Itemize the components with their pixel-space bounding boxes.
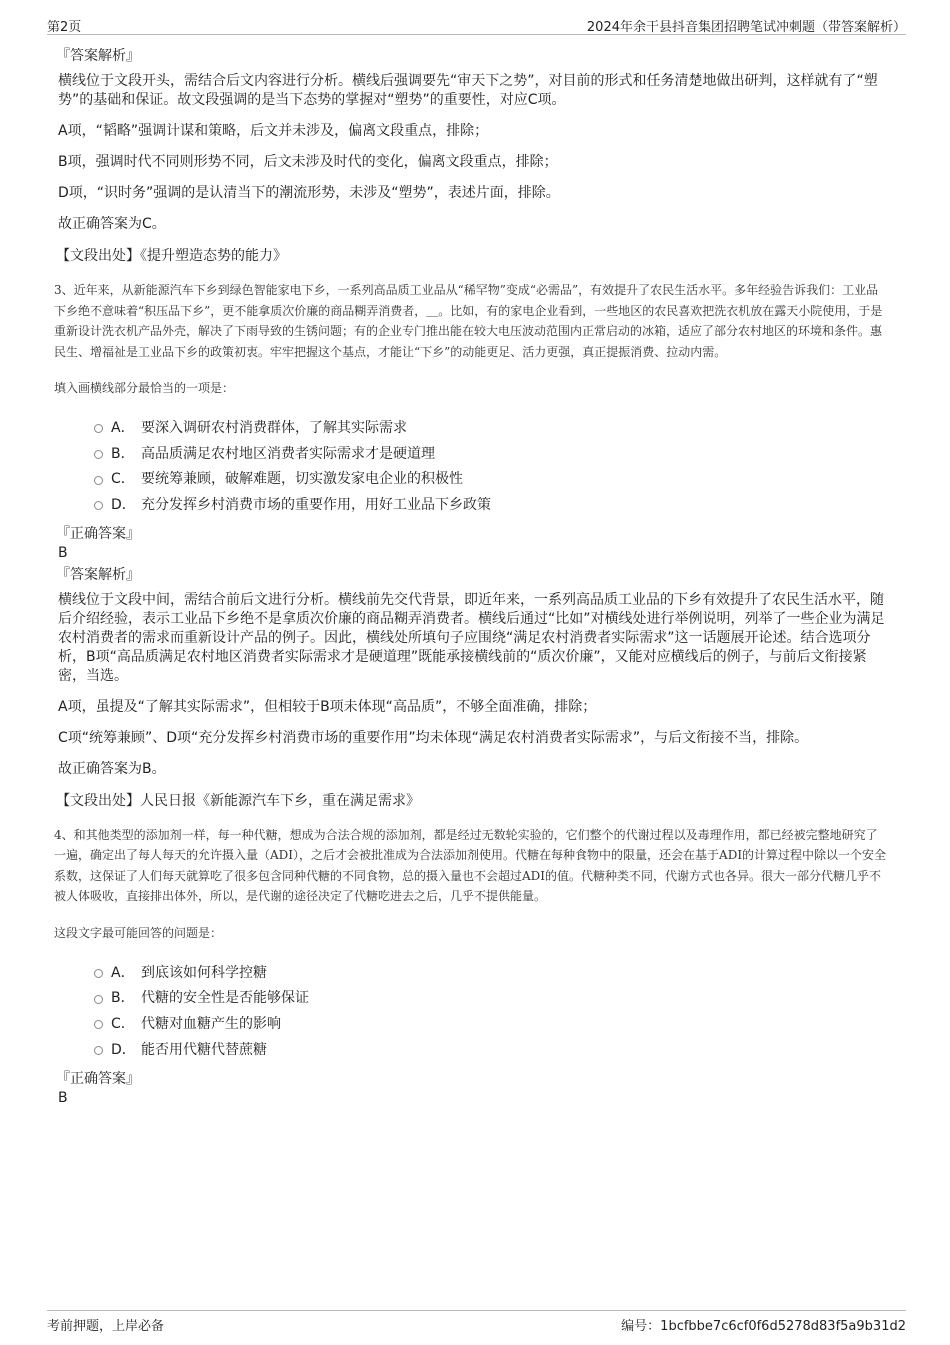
radio-button[interactable] [94,501,103,510]
footer-slogan: 考前押题，上岸必备 [47,1319,165,1334]
option-text: 能否用代糖代替蔗糖 [141,1041,267,1058]
page-footer [47,1310,906,1335]
page-header [47,14,906,35]
analysis-label: 『答案解析』 [56,566,140,583]
radio-button[interactable] [94,450,103,459]
passage-source: 【文段出处】人民日报《新能源汽车下乡，重在满足需求》 [56,792,420,809]
analysis-paragraph: 故正确答案为C。 [58,216,166,232]
option-d[interactable] [94,491,888,517]
option-letter: D． [111,496,136,513]
document-title: 2024年余干县抖音集团招聘笔试冲刺题（带答案解析） [586,20,906,35]
correct-answer-value: B [58,1089,68,1106]
question-3-prompt: 填入画横线部分最恰当的一项是： [54,381,235,395]
option-text: 到底该如何科学控糖 [141,964,267,981]
analysis-paragraph: B项，强调时代不同则形势不同，后文未涉及时代的变化，偏离文段重点，排除； [58,154,558,170]
analysis-paragraph: D项，“识时务”强调的是认清当下的潮流形势，未涉及“塑势”，表述片面，排除。 [58,185,560,201]
analysis-paragraph: 故正确答案为B。 [58,760,166,777]
page-number: 第2页 [47,20,82,35]
radio-button[interactable] [94,969,103,978]
radio-button[interactable] [94,476,103,485]
option-c[interactable] [94,1010,888,1036]
question-4-options [94,959,888,1062]
radio-button[interactable] [94,1046,103,1055]
option-letter: A． [111,964,135,981]
option-d[interactable] [94,1036,888,1062]
option-letter: C． [111,1015,135,1032]
analysis-paragraph: 横线位于文段开头，需结合后文内容进行分析。横线后强调要先“审天下之势”，对目前的形式和任务清楚地做出研判，这样就有了“塑势”的基础和保证。故文段强调的是当下态势的掌握对“塑势”的重要性，对应C项。 [58,73,878,108]
option-letter: A． [111,419,135,436]
option-letter: B． [111,445,135,462]
correct-answer-label: 『正确答案』 [56,525,140,542]
option-text: 要统筹兼顾，破解难题，切实激发家电企业的积极性 [141,471,463,488]
radio-button[interactable] [94,1020,103,1029]
analysis-paragraph: A项，“韬略”强调计谋和策略，后文并未涉及，偏离文段重点，排除； [58,123,489,139]
option-c[interactable] [94,465,888,491]
option-letter: C． [111,471,135,488]
option-b[interactable] [94,984,888,1010]
correct-answer-label: 『正确答案』 [56,1070,140,1087]
passage-source: 【文段出处】《提升塑造态势的能力》 [56,248,287,264]
option-text: 代糖的安全性是否能够保证 [141,990,309,1007]
option-a[interactable] [94,959,888,985]
code-value: 1bcfbbe7c6cf0f6d5278d83f5a9b31d2 [660,1319,906,1334]
document-content [56,46,888,1108]
option-letter: D． [111,1041,136,1058]
question-4-text: 4、和其他类型的添加剂一样，每一种代糖，想成为合法合规的添加剂，都是经过无数轮实验的，它们整个的代谢过程以及毒理作用，都已经被完整地研究了一遍，确定出了每人每天的允许摄入量（ADI），之后才会被批准成为合法添加剂使用。代糖在每种食物中的限量，还会在基于ADI的计算过程中除以一个安全系数，这保证了人们每天就算吃了很多包含同种代糖的不同食物，总的摄入量也不会超过ADI的值。代糖种类不同，代谢方式也各异。很大一部分代糖几乎不被人体吸收，直接排出体外，所以，是代谢的途径决定了代糖吃进去之后，几乎不提供能量。 [54,827,887,904]
analysis-label: 『答案解析』 [56,48,140,64]
option-text: 要深入调研农村消费群体，了解其实际需求 [141,419,407,436]
document-code [621,1315,906,1334]
correct-answer-value: B [58,544,68,561]
radio-button[interactable] [94,424,103,433]
option-a[interactable] [94,414,888,440]
code-label: 编号： [621,1319,661,1334]
radio-button[interactable] [94,995,103,1004]
analysis-paragraph: A项，虽提及“了解其实际需求”，但相较于B项未体现“高品质”，不够全面准确，排除； [58,698,597,715]
option-letter: B． [111,990,135,1007]
option-text: 充分发挥乡村消费市场的重要作用，用好工业品下乡政策 [141,496,491,513]
question-4-prompt: 这段文字最可能回答的问题是： [54,925,223,940]
option-b[interactable] [94,440,888,466]
option-text: 代糖对血糖产生的影响 [141,1015,281,1032]
question-3-text: 3、近年来，从新能源汽车下乡到绿色智能家电下乡，一系列高品质工业品从“稀罕物”变成“必需品”，有效提升了农民生活水平。多年经验告诉我们：工业品下乡绝不意味着“积压品下乡”，更不能拿质次价廉的商品糊弄消费者，＿。比如，有的家电企业看到，一些地区的农民喜欢把洗衣机放在露天小院使用，于是重新设计洗衣机产品外壳，解决了下雨导致的生锈问题；有的企业专门推出能在较大电压波动范围内正常启动的冰箱，适应了部分农村地区的环境和条件。惠民生、增福祉是工业品下乡的政策初衷。牢牢把握这个基点，才能让“下乡”的动能更足、活力更强，真正提振消费、拉动内需。 [54,283,883,359]
question-3-options [94,414,888,517]
option-text: 高品质满足农村地区消费者实际需求才是硬道理 [141,445,435,462]
analysis-paragraph: C项“统筹兼顾”、D项“充分发挥乡村消费市场的重要作用”均未体现“满足农村消费者实际需求”，与后文衔接不当，排除。 [58,729,809,746]
analysis-paragraph: 横线位于文段中间，需结合前后文进行分析。横线前先交代背景，即近年来，一系列高品质工业品的下乡有效提升了农民生活水平，随后介绍经验，表示工业品下乡绝不是拿质次价廉的商品糊弄消费者。横线后通过“比如”对横线处进行举例说明，列举了一些企业为满足农村消费者的需求而重新设计产品的例子。因此，横线处所填句子应围绕“满足农村消费者实际需求”这一话题展开论述。结合选项分析，B项“高品质满足农村地区消费者实际需求才是硬道理”既能承接横线前的“质次价廉”，又能对应横线后的例子，与前后文衔接紧密，当选。 [58,591,885,684]
